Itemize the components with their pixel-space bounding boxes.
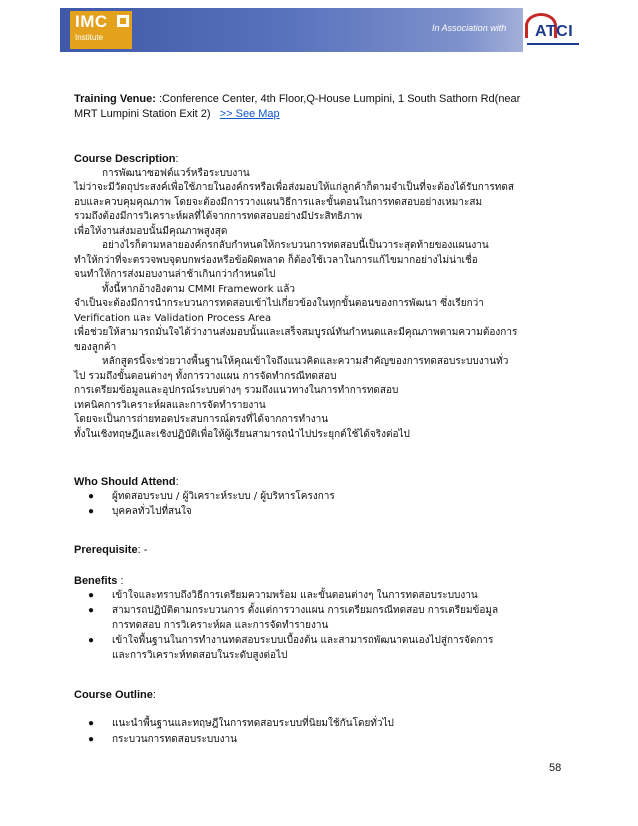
description-line: ทำให้กว่าที่จะตรวจพบจุดบกพร่องหรือข้อผิดพลาด ก็ต้องใช้เวลาในการแก้ไขมากอย่างไม่น่าเชื่อ (74, 255, 478, 266)
prerequisite-text: : - (137, 544, 148, 556)
outline-colon: : (152, 689, 156, 701)
attend-item: บุคคลทั่วไปที่สนใจ (112, 506, 192, 517)
description-line: ไม่ว่าจะมีวัตถุประสงค์เพื่อใช้ภายในองค์กรหรือเพื่อส่งมอบให้แก่ลูกค้าก็ตามจำเป็นที่จะต้องได้รับการทดส (74, 182, 514, 193)
description-line: จำเป็นจะต้องมีการนำกระบวนการทดสอบเข้าไปเกี่ยวข้องในทุกขั้นตอนของการพัฒนา ซึ่งเรียกว่า (74, 298, 484, 309)
benefits-heading-line (74, 574, 124, 588)
imc-institute-logo (70, 11, 132, 49)
description-colon: : (175, 153, 179, 165)
benefit-item-continued: การทดสอบ การวิเคราะห์ผล และการจัดทำรายงาน (112, 620, 329, 631)
prerequisite-line (74, 543, 147, 557)
venue-text-2: MRT Lumpini Station Exit 2) (74, 108, 211, 120)
description-line: ทั้งในเชิงทฤษฎีและเชิงปฏิบัติเพื่อให้ผู้เรียนสามารถนำไปประยุกต์ใช้ได้จริงต่อไป (74, 429, 410, 440)
benefits-colon: : (117, 575, 124, 587)
benefit-item: สามารถปฏิบัติตามกระบวนการ ตั้งแต่การวางแผน การเตรียมกรณีทดสอบ การเตรียมข้อมูล (112, 605, 499, 616)
description-line: Verification และ Validation Process Area (74, 313, 272, 324)
description-line: การพัฒนาซอฟต์แวร์หรือระบบงาน (102, 168, 250, 179)
description-line: หลักสูตรนี้จะช่วยวางพื้นฐานให้คุณเข้าใจถึงแนวคิดและความสำคัญของการทดสอบระบบงานทั่ว (102, 356, 509, 367)
imc-logo-mark-icon (117, 15, 129, 27)
venue-label: Training Venue: (74, 93, 156, 105)
description-heading-line (74, 152, 179, 166)
prerequisite-heading: Prerequisite (74, 544, 138, 556)
see-map-link[interactable]: >> See Map (219, 108, 280, 120)
outline-item: กระบวนการทดสอบระบบงาน (112, 734, 237, 745)
benefit-item: เข้าใจพื้นฐานในการทำงานทดสอบระบบเบื้องต้น และสามารถพัฒนาตนเองไปสู่การจัดการ (112, 635, 494, 646)
description-line: รวมถึงต้องมีการวิเคราะห์ผลที่ได้จากการทดสอบอย่างมีประสิทธิภาพ (74, 211, 363, 222)
outline-heading-line (74, 688, 156, 702)
outline-heading: Course Outline (74, 689, 153, 701)
association-text: In Association with (432, 23, 507, 33)
atci-logo-text: ATCI (535, 23, 574, 40)
attend-colon: : (175, 476, 179, 488)
description-line: ของลูกค้า (74, 342, 117, 353)
description-line: การเตรียมข้อมูลและอุปกรณ์ระบบต่างๆ รวมถึงแนวทางในการทำการทดสอบ (74, 385, 399, 396)
venue-line-2 (74, 107, 280, 121)
page-number: 58 (549, 762, 562, 774)
benefits-heading: Benefits (74, 575, 118, 587)
header-banner (60, 8, 580, 52)
atci-underline (527, 43, 579, 45)
venue-line-1 (74, 92, 520, 106)
outline-item: แนะนำพื้นฐานและทฤษฎีในการทดสอบระบบที่นิยมใช้กันโดยทั่วไป (112, 718, 394, 729)
attend-item: ผู้ทดสอบระบบ / ผู้วิเคราะห์ระบบ / ผู้บริหารโครงการ (112, 491, 335, 502)
bullet-icon: ● (88, 635, 95, 646)
imc-logo-text: IMC (75, 12, 108, 31)
bullet-icon: ● (88, 718, 95, 729)
description-line: เพื่อช่วยให้สามารถมั่นใจได้ว่างานส่งมอบนั้นและเสร็จสมบูรณ์ทันกำหนดและมีคุณภาพตามความต้องการ (74, 327, 518, 338)
benefit-item: เข้าใจและทราบถึงวิธีการเตรียมความพร้อม และขั้นตอนต่างๆ ในการทดสอบระบบงาน (112, 590, 478, 601)
description-line: จนทำให้การส่งมอบงานล่าช้าเกินกว่ากำหนดไป (74, 269, 276, 280)
bullet-icon: ● (88, 590, 95, 601)
attend-heading-line (74, 475, 179, 489)
description-line: อบและควบคุมคุณภาพ โดยจะต้องมีการวางแผนวิธีการและขั้นตอนในการทดสอบอย่างเหมาะสม (74, 197, 483, 208)
description-line: อย่างไรก็ตามหลายองค์กรกลับกำหนดให้กระบวนการทดสอบนี้เป็นวาระสุดท้ายของแผนงาน (102, 240, 489, 251)
venue-text-1: :Conference Center, 4th Floor,Q-House Lumpini, 1 South Sathorn Rd(near (155, 93, 521, 105)
bullet-icon: ● (88, 605, 95, 616)
description-line: เทคนิคการวิเคราะห์ผลและการจัดทำรายงาน (74, 400, 266, 411)
imc-logo-sub: Institute (75, 33, 104, 42)
benefit-item-continued: และการวิเคราะห์ทดสอบในระดับสูงต่อไป (112, 650, 288, 661)
description-heading: Course Description (74, 153, 176, 165)
bullet-icon: ● (88, 506, 95, 517)
description-line: เพื่อให้งานส่งมอบนั้นมีคุณภาพสูงสุด (74, 226, 228, 237)
description-line: โดยจะเป็นการถ่ายทอดประสบการณ์ตรงที่ได้จากการทำงาน (74, 414, 329, 425)
attend-heading: Who Should Attend (74, 476, 176, 488)
description-line: ทั้งนี้หากอ้างอิงตาม CMMI Framework แล้ว (102, 284, 295, 295)
bullet-icon: ● (88, 734, 95, 745)
bullet-icon: ● (88, 491, 95, 502)
description-line: ไป รวมถึงขั้นตอนต่างๆ ทั้งการวางแผน การจัดทำกรณีทดสอบ (74, 371, 337, 382)
atci-logo (523, 11, 580, 49)
